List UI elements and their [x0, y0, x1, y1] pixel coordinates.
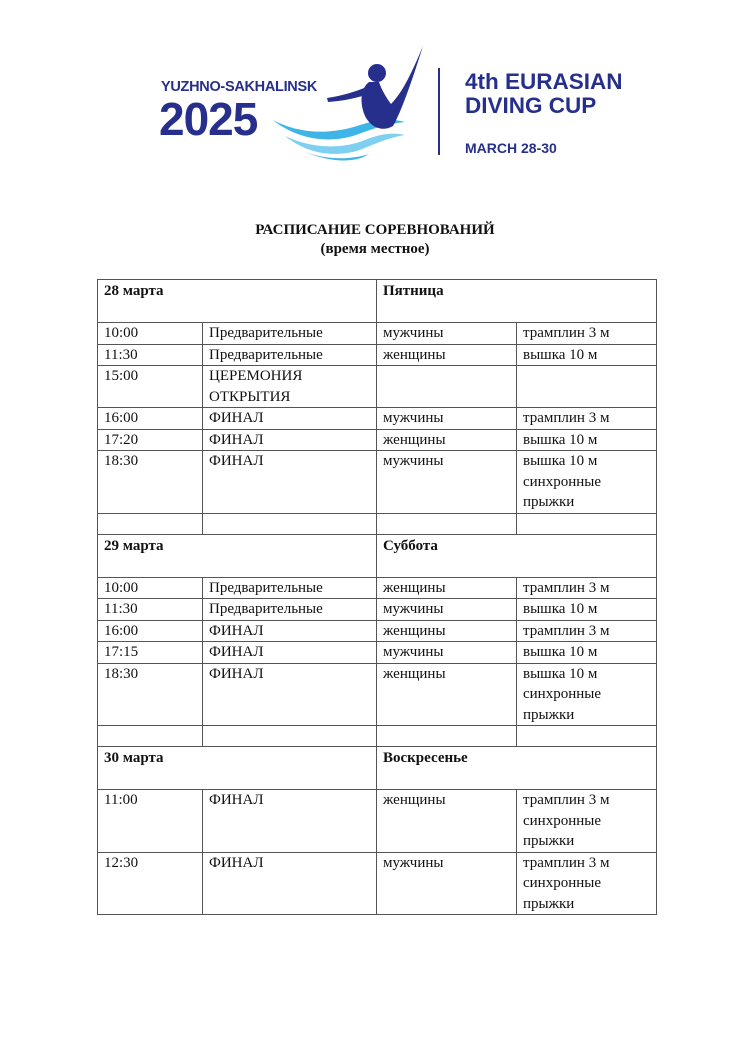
- event-logo: [0, 0, 750, 175]
- time-cell: 10:00: [98, 323, 203, 345]
- gender-cell: мужчины: [377, 642, 517, 664]
- page-title: РАСПИСАНИЕ СОРЕВНОВАНИЙ: [255, 222, 495, 238]
- event-cell: трамплин 3 м синхронные прыжки: [517, 790, 657, 853]
- event-cell: вышка 10 м синхронные прыжки: [517, 663, 657, 726]
- schedule-table: [97, 279, 657, 915]
- time-cell: 16:00: [98, 408, 203, 430]
- time-cell: 18:30: [98, 663, 203, 726]
- day-date: 30 марта: [98, 747, 377, 790]
- table-row: [98, 620, 657, 642]
- day-weekday: Суббота: [377, 534, 657, 577]
- spacer-row: [98, 513, 657, 534]
- table-row: [98, 323, 657, 345]
- logo-dates: MARCH 28-30: [465, 140, 557, 156]
- time-cell: 16:00: [98, 620, 203, 642]
- event-cell: вышка 10 м синхронные прыжки: [517, 451, 657, 514]
- gender-cell: мужчины: [377, 852, 517, 915]
- table-row: [98, 451, 657, 514]
- event-cell: [517, 366, 657, 408]
- event-cell: трамплин 3 м: [517, 620, 657, 642]
- logo-event-title: 4th EURASIAN DIVING CUP: [465, 69, 623, 118]
- day-date: 29 марта: [98, 534, 377, 577]
- stage-cell: Предварительные: [203, 577, 377, 599]
- stage-cell: ФИНАЛ: [203, 429, 377, 451]
- time-cell: 11:00: [98, 790, 203, 853]
- event-cell: вышка 10 м: [517, 599, 657, 621]
- event-cell: вышка 10 м: [517, 429, 657, 451]
- gender-cell: [377, 366, 517, 408]
- gender-cell: мужчины: [377, 323, 517, 345]
- stage-cell: Предварительные: [203, 323, 377, 345]
- logo-city: YUZHNO-SAKHALINSK: [161, 79, 318, 95]
- table-row: [98, 577, 657, 599]
- stage-cell: ФИНАЛ: [203, 663, 377, 726]
- gender-cell: женщины: [377, 344, 517, 366]
- table-row: [98, 429, 657, 451]
- page-subtitle: (время местное): [320, 241, 430, 257]
- day-header-row: [98, 747, 657, 790]
- event-cell: трамплин 3 м синхронные прыжки: [517, 852, 657, 915]
- stage-cell: ФИНАЛ: [203, 408, 377, 430]
- table-row: [98, 408, 657, 430]
- day-weekday: Воскресенье: [377, 747, 657, 790]
- event-cell: трамплин 3 м: [517, 408, 657, 430]
- time-cell: 11:30: [98, 344, 203, 366]
- diver-icon: [265, 40, 430, 165]
- table-row: [98, 852, 657, 915]
- day-weekday: Пятница: [377, 280, 657, 323]
- table-row: [98, 366, 657, 408]
- stage-cell: ФИНАЛ: [203, 620, 377, 642]
- time-cell: 12:30: [98, 852, 203, 915]
- gender-cell: женщины: [377, 577, 517, 599]
- table-row: [98, 599, 657, 621]
- gender-cell: женщины: [377, 620, 517, 642]
- gender-cell: мужчины: [377, 451, 517, 514]
- day-header-row: [98, 280, 657, 323]
- event-cell: вышка 10 м: [517, 344, 657, 366]
- time-cell: 15:00: [98, 366, 203, 408]
- stage-cell: Предварительные: [203, 344, 377, 366]
- spacer-row: [98, 726, 657, 747]
- time-cell: 17:15: [98, 642, 203, 664]
- event-cell: трамплин 3 м: [517, 577, 657, 599]
- gender-cell: женщины: [377, 429, 517, 451]
- day-header-row: [98, 534, 657, 577]
- gender-cell: женщины: [377, 663, 517, 726]
- stage-cell: ФИНАЛ: [203, 790, 377, 853]
- stage-cell: Предварительные: [203, 599, 377, 621]
- table-row: [98, 663, 657, 726]
- table-row: [98, 344, 657, 366]
- event-cell: трамплин 3 м: [517, 323, 657, 345]
- time-cell: 17:20: [98, 429, 203, 451]
- time-cell: 11:30: [98, 599, 203, 621]
- logo-divider: [438, 68, 440, 155]
- table-row: [98, 790, 657, 853]
- stage-cell: ФИНАЛ: [203, 852, 377, 915]
- gender-cell: мужчины: [377, 599, 517, 621]
- day-date: 28 марта: [98, 280, 377, 323]
- stage-cell: ФИНАЛ: [203, 451, 377, 514]
- time-cell: 18:30: [98, 451, 203, 514]
- time-cell: 10:00: [98, 577, 203, 599]
- stage-cell: ФИНАЛ: [203, 642, 377, 664]
- table-row: [98, 642, 657, 664]
- event-cell: вышка 10 м: [517, 642, 657, 664]
- stage-cell: ЦЕРЕМОНИЯ ОТКРЫТИЯ: [203, 366, 377, 408]
- gender-cell: женщины: [377, 790, 517, 853]
- logo-year: 2025: [159, 93, 258, 145]
- gender-cell: мужчины: [377, 408, 517, 430]
